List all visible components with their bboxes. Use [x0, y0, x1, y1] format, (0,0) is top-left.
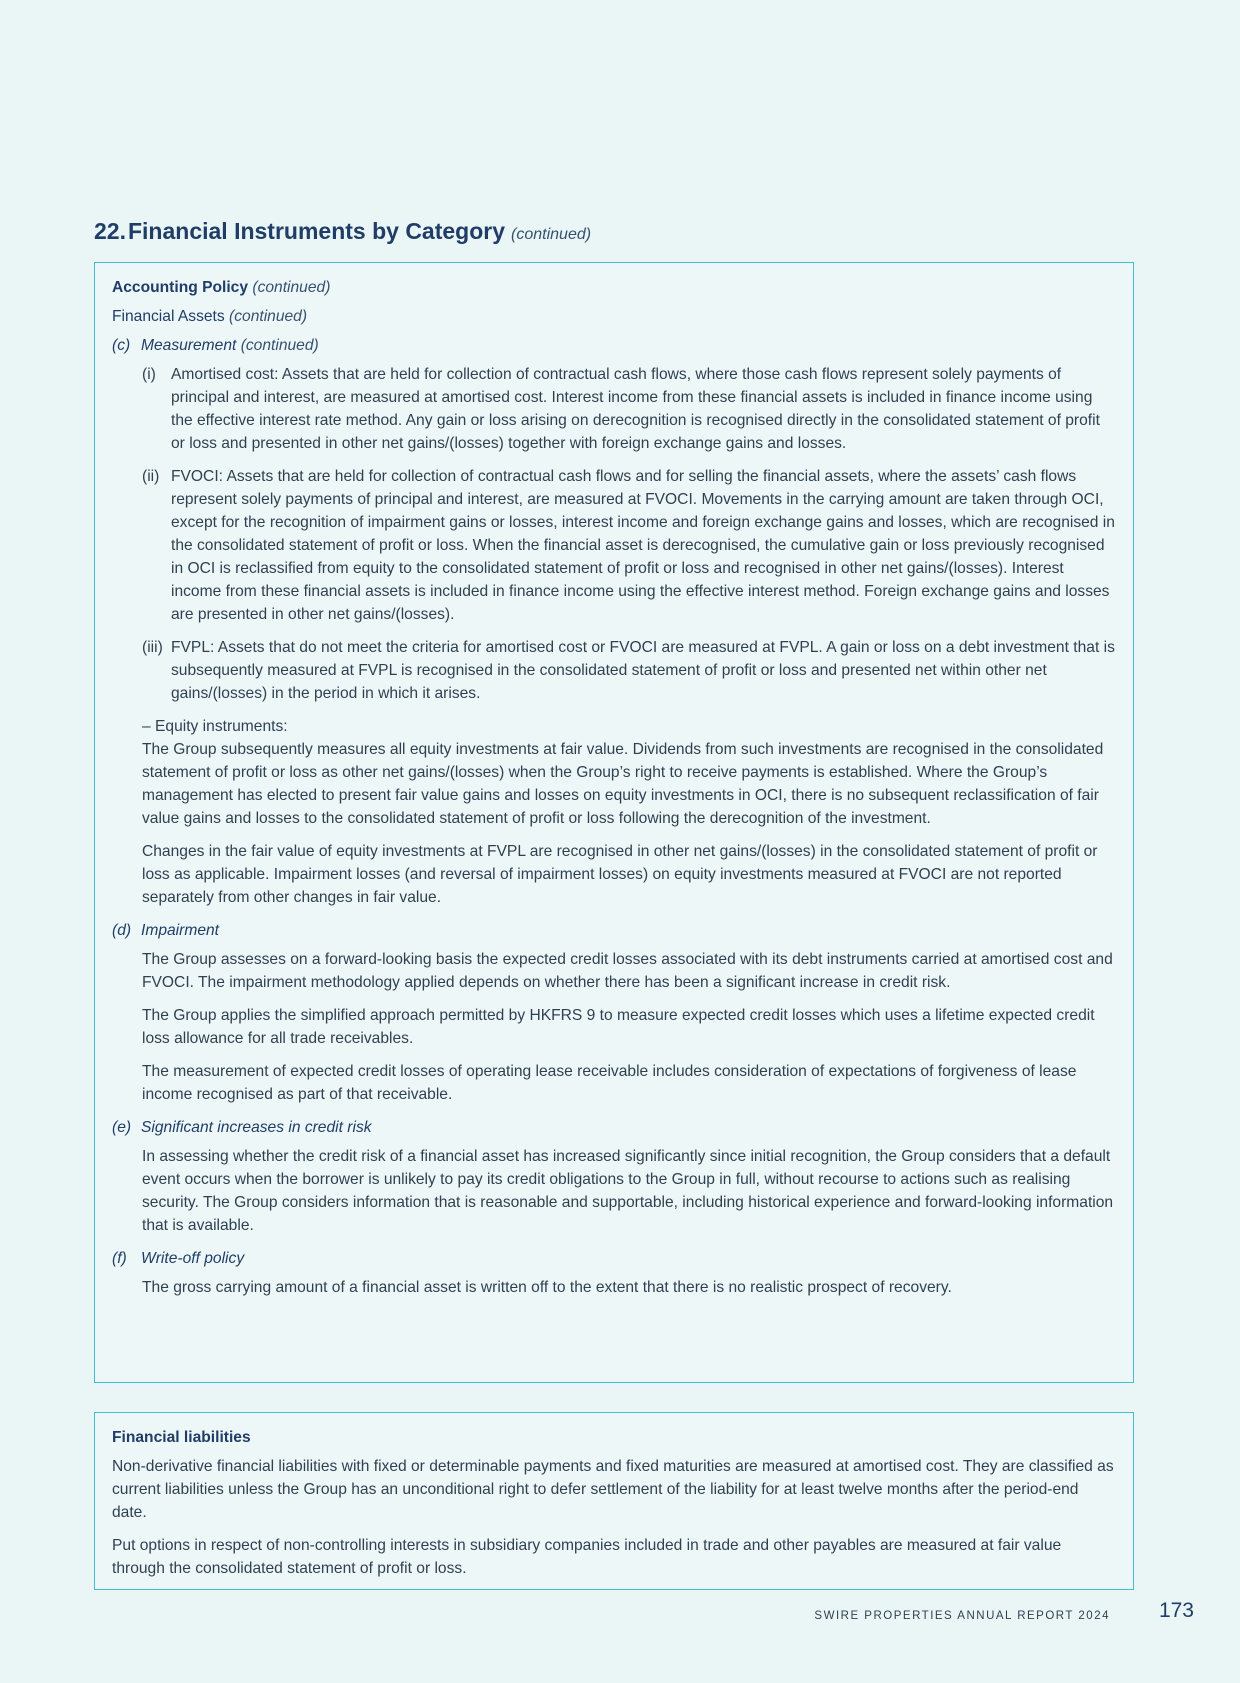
financial-assets-heading — [112, 305, 1116, 328]
section-number: 22. — [94, 218, 126, 244]
subsection-title: Write-off policy — [141, 1250, 245, 1267]
subsection-title: Significant increases in credit risk — [141, 1119, 372, 1136]
financial-liabilities-box — [94, 1412, 1134, 1590]
list-item-text: FVPL: Assets that do not meet the criteria for amortised cost or FVOCI are measured at FVPL. A gain or loss on a debt investment that is subsequently measured at FVPL is recognised in the consolidated statement of profit or loss and presented net within other net gains/(losses) in the period in which it arises. — [171, 639, 1115, 702]
section-title: Financial Instruments by Category — [127, 218, 506, 244]
impairment-paragraph-2: The Group applies the simplified approach permitted by HKFRS 9 to measure expected credit losses which uses a lifetime expected credit loss allowance for all trade receivables. — [142, 1007, 1095, 1047]
subsection-f-heading — [112, 1247, 1116, 1270]
subsection-continued: (continued) — [240, 337, 319, 354]
impairment-paragraph-3: The measurement of expected credit losses of operating lease receivable includes consideration of expectations of forgiveness of lease income recognised as part of that receivable. — [142, 1063, 1077, 1103]
list-marker: (iii) — [142, 639, 163, 656]
subsection-letter: (c) — [112, 337, 131, 354]
heading-bold: Financial liabilities — [112, 1429, 251, 1446]
list-item — [112, 636, 1116, 705]
list-marker: (i) — [142, 366, 156, 383]
heading-text: Financial Assets — [112, 308, 225, 325]
impairment-paragraph-1: The Group assesses on a forward-looking basis the expected credit losses associated with its debt instruments carried at amortised cost and FVOCI. The impairment methodology applied depends on whether there has been a significant increase in credit risk. — [142, 951, 1113, 991]
heading-bold: Accounting Policy — [112, 279, 249, 296]
subsection-d-heading — [112, 919, 1116, 942]
list-item-text: Amortised cost: Assets that are held for collection of contractual cash flows, where those cash flows represent solely payments of principal and interest, are measured at amortised cost. Interest income from these financial assets is included in finance income using the effective interest rate method. Any gain or loss arising on derecognition is recognised directly in the consolidated statement of profit or loss and presented in other net gains/(losses) together with foreign exchange gains and losses. — [171, 366, 1100, 452]
subsection-title: Measurement — [141, 337, 237, 354]
subsection-title: Impairment — [141, 922, 219, 939]
list-item — [112, 465, 1116, 626]
page-title — [94, 218, 591, 245]
equity-paragraph-2: Changes in the fair value of equity investments at FVPL are recognised in other net gains/(losses) in the consolidated statement of profit or loss as applicable. Impairment losses (and reversal of impairment losses) on equity investments measured at FVOCI are not reported separately from other changes in fair value. — [142, 843, 1098, 906]
liabilities-paragraph-2: Put options in respect of non-controlling interests in subsidiary companies included in trade and other payables are measured at fair value through the consolidated statement of profit or loss. — [112, 1537, 1062, 1577]
subsection-letter: (d) — [112, 922, 132, 939]
credit-risk-paragraph: In assessing whether the credit risk of a financial asset has increased significantly since initial recognition, the Group considers that a default event occurs when the borrower is unlikely to pay its credit obligations to the Group in full, without recourse to actions such as realising security. The Group considers information that is reasonable and supportable, including historical experience and forward-looking information that is available. — [142, 1148, 1114, 1234]
subsection-c-heading — [112, 334, 1116, 357]
subsection-letter: (f) — [112, 1250, 127, 1267]
write-off-paragraph: The gross carrying amount of a financial asset is written off to the extent that there is no realistic prospect of recovery. — [142, 1279, 952, 1296]
list-item-text: FVOCI: Assets that are held for collection of contractual cash flows and for selling the financial assets, where the assets’ cash flows represent solely payments of principal and interest, are measured at FVOCI. Movements in the carrying amount are taken through OCI, except for the recognition of impairment gains or losses, interest income and foreign exchange gains and losses, which are recognised in the consolidated statement of profit or loss. When the financial asset is derecognised, the cumulative gain or loss previously recognised in OCI is reclassified from equity to the consolidated statement of profit or loss and recognised in other net gains/(losses). Interest income from these financial assets is included in finance income using the effective interest method. Foreign exchange gains and losses are presented in other net gains/(losses). — [171, 468, 1115, 623]
subsection-e-heading — [112, 1116, 1116, 1139]
report-footer: SWIRE PROPERTIES ANNUAL REPORT 2024 — [814, 1610, 1110, 1622]
liabilities-paragraph-1: Non-derivative financial liabilities with fixed or determinable payments and fixed maturities are measured at amortised cost. They are classified as current liabilities unless the Group has an unconditional right to defer settlement of the liability for at least twelve months after the period-end date. — [112, 1458, 1114, 1521]
heading-continued: (continued) — [229, 308, 308, 325]
list-item — [112, 363, 1116, 455]
title-continued: (continued) — [511, 226, 592, 243]
equity-paragraph-1: The Group subsequently measures all equity investments at fair value. Dividends from such investments are recognised in the consolidated statement of profit or loss as other net gains/(losses) when the Group’s right to receive payments is established. Where the Group’s management has elected to present fair value gains and losses on equity investments in OCI, there is no subsequent reclassification of fair value gains and losses to the consolidated statement of profit or loss following the derecognition of the investment. — [142, 741, 1104, 827]
subsection-letter: (e) — [112, 1119, 132, 1136]
accounting-policy-heading — [112, 276, 1116, 299]
page-number: 173 — [1158, 1599, 1194, 1622]
equity-instruments-bullet: – Equity instruments: — [142, 718, 288, 735]
accounting-policy-box — [94, 262, 1134, 1383]
heading-continued: (continued) — [252, 279, 331, 296]
financial-liabilities-heading — [112, 1426, 1116, 1449]
list-marker: (ii) — [142, 468, 160, 485]
